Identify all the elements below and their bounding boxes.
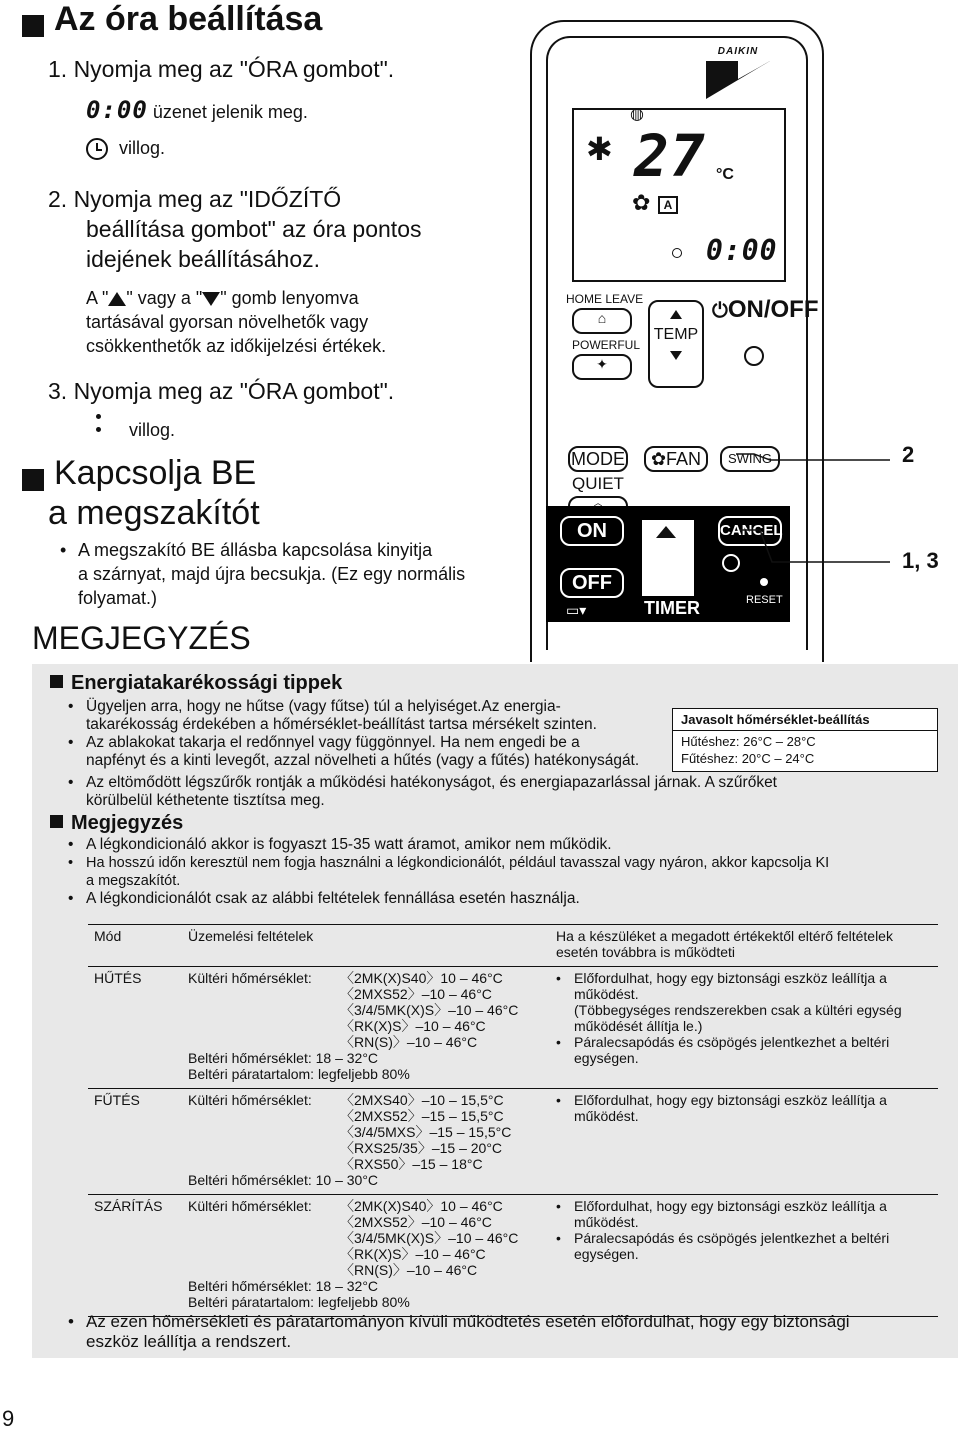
note-heading: MEGJEGYZÉS (32, 620, 251, 656)
power-icon: ⏻ (712, 300, 728, 322)
row-conditions (182, 967, 550, 1089)
bullet-square-icon (22, 15, 44, 37)
arrow-up-icon (108, 292, 126, 306)
snowflake-icon: ✱ (586, 131, 613, 167)
page-number: 9 (2, 1406, 15, 1431)
recommended-cooling: Hűtéshez: 26°C – 28°C (681, 734, 816, 749)
energy-bullets-1-2 (68, 698, 639, 770)
lcd-display (572, 108, 786, 282)
on-timer-button[interactable]: ON (560, 516, 624, 546)
table-row (88, 1195, 938, 1317)
breaker-title-line1: Kapcsolja BE (54, 454, 257, 492)
row-conditions (182, 1195, 550, 1317)
row-effects (550, 1195, 938, 1317)
callout-label-1-3: 1, 3 (902, 548, 939, 573)
arrow-down-icon (202, 292, 220, 306)
brand-text: DAIKIN (717, 46, 759, 57)
temp-up-icon (670, 310, 682, 319)
fan-icon: ✿ (650, 449, 667, 469)
breaker-title-line2: a megszakítót (48, 494, 260, 532)
breaker-bullet-line3: folyamat.) (78, 588, 158, 608)
home-leave-button[interactable] (572, 308, 632, 334)
indoor-temp: Beltéri hőmérséklet: 10 – 30°C (188, 1172, 379, 1188)
outdoor-value: 〈3/4/5MK(X)S〉–10 – 46°C (340, 1002, 519, 1018)
effect-item: (Többegységes rendszerekben csak a kültéri egység működését állítja le.) (574, 1002, 902, 1034)
clock-step-1-blink (86, 136, 165, 160)
timer-label: TIMER (644, 598, 700, 618)
fan-text: FAN (666, 449, 702, 469)
powerful-icon: ✦ (596, 356, 608, 372)
battery-icon: ▭▾ (566, 602, 587, 618)
energy-bullet-3-line1: • Az eltömődött légszűrők rontják a működési hatékonyságot, és energiapazarlással járnak. A szűrőket (68, 774, 777, 792)
outdoor-value: 〈2MK(X)S40〉10 – 46°C (340, 1198, 503, 1214)
temp-label: TEMP (653, 326, 699, 343)
recommended-temp-title: Javasolt hőmérséklet-beállítás (673, 709, 937, 731)
recommended-heating: Fűtéshez: 20°C – 24°C (681, 751, 815, 766)
breaker-bullet-line2: a szárnyat, majd újra becsukja. (Ez egy normális (78, 564, 466, 584)
row-mode: FŰTÉS (88, 1089, 182, 1195)
energy-bullet-3 (68, 774, 777, 810)
on-off-button[interactable] (744, 346, 764, 366)
indoor-humidity: Beltéri páratartalom: legfeljebb 80% (188, 1294, 410, 1310)
megjegyzes-bullet-1: • A légkondicionáló akkor is fogyaszt 15-35 watt áramot, amikor nem működik. (68, 836, 829, 854)
table-row (88, 1089, 938, 1195)
clock-step-2 (48, 184, 422, 274)
row-effects (550, 967, 938, 1089)
lcd-auto-indicator: A (658, 196, 678, 214)
daikin-logo (698, 46, 778, 102)
home-leave-label: HOME LEAVE (566, 292, 644, 306)
breaker-bullet-line1: • A megszakító BE állásba kapcsolása kinyitja (60, 538, 520, 562)
outdoor-value: 〈RXS25/35〉–15 – 20°C (340, 1140, 503, 1156)
cancel-button[interactable]: CANCEL (718, 516, 782, 546)
outdoor-value: 〈2MXS40〉–10 – 15,5°C (340, 1092, 504, 1108)
outdoor-value: 〈2MXS52〉–10 – 46°C (340, 986, 492, 1002)
bullet-square-icon (22, 469, 44, 491)
colon-blink-icon (96, 414, 102, 432)
energy-bullet-2-line1: • Az ablakokat takarja el redőnnyel vagy függönnyel. Ha nem engedi be a (68, 734, 639, 752)
megjegyzes-title (50, 812, 183, 835)
note-part-b: " vagy a " (126, 288, 203, 308)
megjegyzes-bullet-3: • A légkondicionálót csak az alábbi feltételek fennállása esetén használja. (68, 890, 829, 908)
timer-up-down-button[interactable] (642, 520, 694, 596)
energy-bullet-1-line1: • Ügyeljen arra, hogy ne hűtse (vagy fűtse) túl a helyiséget.Az energia- (68, 698, 639, 716)
indoor-humidity: Beltéri páratartalom: legfeljebb 80% (188, 1066, 410, 1082)
temp-button[interactable] (648, 300, 704, 388)
callout-lines (700, 440, 900, 580)
reset-label: RESET (746, 594, 783, 606)
timer-down-icon (662, 574, 678, 584)
clock-step-3-blink (96, 418, 175, 442)
lcd-clock: 0:00 (706, 234, 778, 267)
outdoor-value: 〈RXS50〉–15 – 18°C (340, 1156, 483, 1172)
header-conditions: Üzemelési feltételek (182, 925, 550, 967)
indoor-temp: Beltéri hőmérséklet: 18 – 32°C (188, 1278, 379, 1294)
energy-bullet-1-line2: takarékosság érdekében a hőmérséklet-beállítást tartsa mérsékelt szinten. (86, 716, 597, 733)
clock-step-2-note (86, 286, 386, 358)
outdoor-value: 〈2MXS52〉–15 – 15,5°C (340, 1108, 504, 1124)
note-line2: tartásával gyorsan növelhetők vagy (86, 312, 369, 332)
clock-step-1: 1. Nyomja meg az "ÓRA gombot". (48, 56, 395, 82)
megjegyzes-bullet-2-line2: a megszakítót. (86, 873, 181, 889)
row-effects (550, 1089, 938, 1195)
clock-step-2-line1: 2. Nyomja meg az "IDŐZÍTŐ (48, 186, 342, 212)
outdoor-value: 〈3/4/5MK(X)S〉–10 – 46°C (340, 1230, 519, 1246)
swing-button[interactable]: SWING (720, 446, 780, 472)
megjegyzes-bullet-2-line1: • Ha hosszú időn keresztül nem fogja használni a légkondicionálót, például tavasszal vagy nyáron, akkor kapcsolja KI (68, 854, 829, 872)
effect-item: • Előfordulhat, hogy egy biztonsági eszköz leállítja a működést. (556, 1198, 932, 1230)
fan-icon: ✿ (632, 190, 651, 215)
lcd-unit: °C (716, 166, 734, 183)
on-off-label (712, 296, 818, 324)
effect-item: • Páralecsapódás és csöpögés jelentkezhet a beltéri egységen. (556, 1230, 932, 1262)
outdoor-label: Kültéri hőmérséklet: (188, 970, 312, 986)
outdoor-label: Kültéri hőmérséklet: (188, 1092, 312, 1108)
bullet-square-icon (50, 815, 63, 828)
callout-label-2: 2 (902, 442, 915, 467)
clock-step-1-note (86, 98, 308, 124)
final-note-line1: • Az ezen hőmérsékleti és páratartományon kívüli működtetés esetén előfordulhat, hogy egy biztonsági (68, 1312, 850, 1332)
row-mode: SZÁRÍTÁS (88, 1195, 182, 1317)
powerful-label: POWERFUL (572, 338, 641, 352)
outdoor-value: 〈3/4/5MXS〉–15 – 15,5°C (340, 1124, 512, 1140)
row-conditions (182, 1089, 550, 1195)
temp-down-icon (670, 351, 682, 360)
clock-section-title: Az óra beállítása (22, 0, 322, 38)
breaker-section-title (22, 454, 260, 532)
megjegyzes-title-text: Megjegyzés (71, 812, 184, 834)
outdoor-value: 〈2MXS52〉–10 – 46°C (340, 1214, 492, 1230)
note-part-c: " gomb lenyomva (220, 288, 359, 308)
header-effects: Ha a készüléket a megadott értékektől eltérő feltételek esetén továbbra is működteti (550, 925, 938, 967)
clock-icon (86, 138, 108, 160)
fan-button[interactable] (644, 446, 708, 472)
lcd-clock-icon (672, 248, 682, 258)
lcd-top-icon: ◍ (630, 106, 644, 123)
outdoor-value: 〈2MK(X)S40〉10 – 46°C (340, 970, 503, 986)
off-timer-button[interactable]: OFF (560, 568, 624, 598)
on-off-text: ON/OFF (727, 296, 819, 323)
clock-display-readout: 0:00 (86, 96, 148, 124)
bullet-square-icon (50, 675, 63, 688)
house-icon: ⌂ (597, 310, 607, 326)
final-note (68, 1312, 850, 1352)
clock-step-2-line2: beállítása gombot" az óra pontos (86, 216, 422, 242)
energy-bullet-2-line2: napfényt és a kinti levegőt, azzal növelheti a hűtés (vagy a fűtés) hatékonyságát. (86, 752, 640, 769)
effect-item: • Előfordulhat, hogy egy biztonsági eszköz leállítja a működést. (556, 1092, 932, 1124)
energy-title (50, 672, 342, 695)
blink-text: villog. (119, 138, 166, 158)
timer-up-icon (656, 526, 676, 538)
energy-title-text: Energiatakarékossági tippek (71, 672, 343, 694)
row-mode: HŰTÉS (88, 967, 182, 1089)
mode-button[interactable]: MODE (568, 446, 628, 472)
lcd-temperature: 27 (634, 122, 706, 190)
quiet-label: QUIET (572, 474, 624, 493)
effect-item: • Páralecsapódás és csöpögés jelentkezhet a beltéri egységen. (556, 1034, 932, 1066)
recommended-temp-box (672, 708, 938, 772)
clock-step-1-note-text: üzenet jelenik meg. (152, 102, 308, 122)
outdoor-value: 〈RK(X)S〉–10 – 46°C (340, 1018, 486, 1034)
powerful-button[interactable] (572, 354, 632, 380)
outdoor-label: Kültéri hőmérséklet: (188, 1198, 312, 1214)
effect-item: • Előfordulhat, hogy egy biztonsági eszköz leállítja a működést. (556, 970, 932, 1002)
note-line3: csökkenthetők az időkijelzési értékek. (86, 336, 387, 356)
energy-bullet-3-line2: körülbelül kéthetente tisztítsa meg. (86, 792, 325, 809)
outdoor-value: 〈RN(S)〉–10 – 46°C (340, 1034, 478, 1050)
blink-text: villog. (129, 420, 176, 440)
header-mode: Mód (88, 925, 182, 967)
outdoor-value: 〈RN(S)〉–10 – 46°C (340, 1262, 478, 1278)
breaker-bullet (60, 538, 520, 610)
outdoor-value: 〈RK(X)S〉–10 – 46°C (340, 1246, 486, 1262)
clock-step-3: 3. Nyomja meg az "ÓRA gombot". (48, 378, 395, 404)
operating-conditions-table (88, 924, 938, 1317)
note-part-a: A " (86, 288, 109, 308)
final-note-line2: eszköz leállítja a rendszert. (86, 1332, 292, 1351)
table-header-row (88, 925, 938, 967)
clock-step-2-line3: idejének beállításához. (86, 246, 320, 272)
table-row (88, 967, 938, 1089)
daikin-logo-icon (698, 57, 778, 101)
indoor-temp: Beltéri hőmérséklet: 18 – 32°C (188, 1050, 379, 1066)
megjegyzes-bullets (68, 836, 829, 908)
conditions-table (88, 924, 938, 1317)
